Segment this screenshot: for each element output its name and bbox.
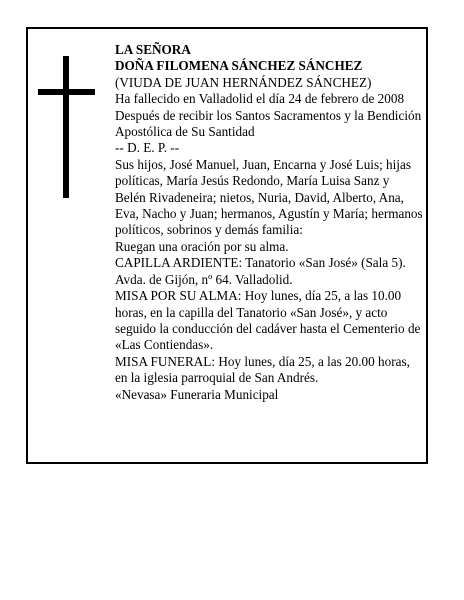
family-paragraph: Sus hijos, José Manuel, Juan, Encarna y José Luis; hijas políticas, María Jesús Redondo, María Luisa Sanz y Belén Rivadeneira; nietos, Nuria, David, Alberto, Ana, Eva, Nacho y Juan; hermanos, Agustín y María; hermanos políticos, sobrinos y demás familia: xyxy=(115,156,423,238)
sacraments-line: Después de recibir los Santos Sacramentos y la Bendición Apostólica de Su Santidad xyxy=(115,107,422,140)
deceased-name: DOÑA FILOMENA SÁNCHEZ SÁNCHEZ xyxy=(115,58,363,74)
dep-line: -- D. E. P. -- xyxy=(115,140,180,156)
prayer-line: Ruegan una oración por su alma. xyxy=(115,238,289,254)
funeral-home-line: «Nevasa» Funeraria Municipal xyxy=(115,386,279,402)
heading-la-senora: LA SEÑORA xyxy=(115,42,191,57)
death-line: Ha fallecido en Valladolid el día 24 de febrero de 2008 xyxy=(115,91,405,107)
widow-line: (VIUDA DE JUAN HERNÁNDEZ SÁNCHEZ) xyxy=(115,74,372,90)
chapel-paragraph: CAPILLA ARDIENTE: Tanatorio «San José» (Sala 5). Avda. de Gijón, nº 64. Valladolid. xyxy=(115,255,406,287)
obituary-notice xyxy=(26,27,428,464)
mass-soul-paragraph: MISA POR SU ALMA: Hoy lunes, día 25, a las 10.00 horas, en la capilla del Tanatorio «San José», y acto seguido la conducción del cadáver hasta el Cementerio de «Las Contiendas». xyxy=(115,288,421,353)
cross-horizontal-bar xyxy=(38,89,95,95)
funeral-mass-paragraph: MISA FUNERAL: Hoy lunes, día 25, a las 20.00 horas, en la iglesia parroquial de San Andrés. xyxy=(115,353,410,386)
notice-text xyxy=(115,42,423,403)
cross-vertical-bar xyxy=(63,56,69,198)
cross-icon xyxy=(38,56,95,198)
